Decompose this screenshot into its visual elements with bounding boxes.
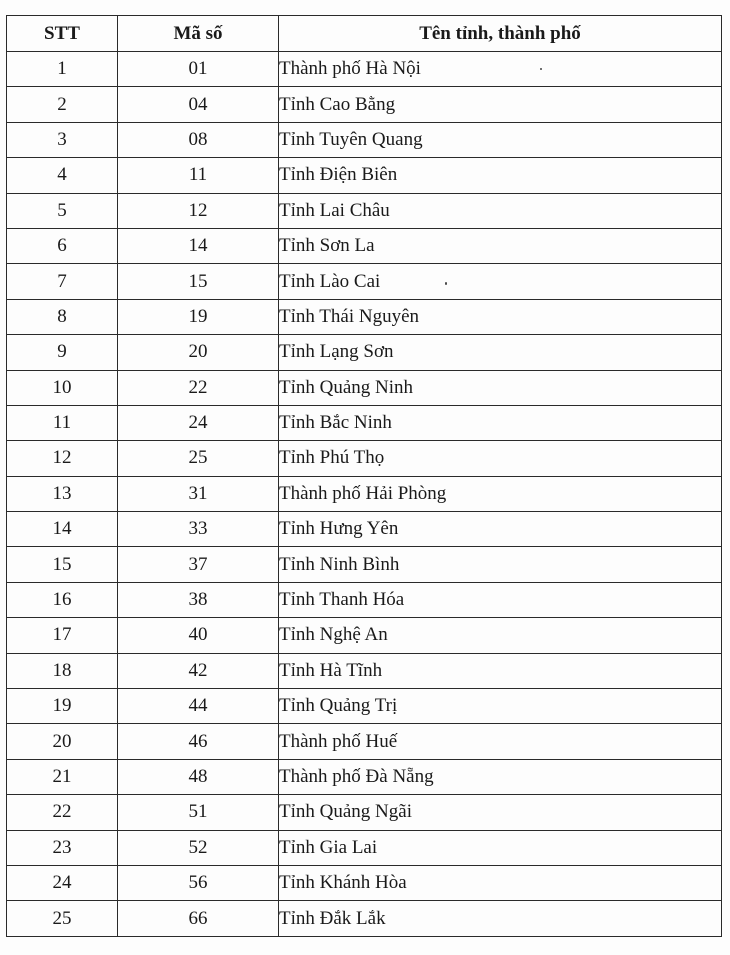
province-code-table xyxy=(6,15,722,937)
row-name: Tỉnh Lào Cai xyxy=(279,264,722,299)
row-code: 48 xyxy=(118,759,279,794)
table-row xyxy=(7,193,722,228)
table-row xyxy=(7,335,722,370)
row-code: 19 xyxy=(118,299,279,334)
table-row xyxy=(7,476,722,511)
row-stt: 9 xyxy=(7,335,118,370)
row-stt: 3 xyxy=(7,122,118,157)
row-name: Tỉnh Hà Tĩnh xyxy=(279,653,722,688)
table-row xyxy=(7,724,722,759)
table-row xyxy=(7,618,722,653)
row-name: Tỉnh Hưng Yên xyxy=(279,512,722,547)
table-row xyxy=(7,405,722,440)
row-code: 04 xyxy=(118,87,279,122)
row-stt: 14 xyxy=(7,512,118,547)
row-stt: 21 xyxy=(7,759,118,794)
row-name: Thành phố Huế xyxy=(279,724,722,759)
row-name: Tỉnh Khánh Hòa xyxy=(279,865,722,900)
row-code: 37 xyxy=(118,547,279,582)
row-code: 40 xyxy=(118,618,279,653)
table-row xyxy=(7,759,722,794)
table-row xyxy=(7,547,722,582)
row-code: 56 xyxy=(118,865,279,900)
row-stt: 22 xyxy=(7,795,118,830)
row-code: 44 xyxy=(118,689,279,724)
row-name: Tỉnh Thanh Hóa xyxy=(279,582,722,617)
table-row xyxy=(7,830,722,865)
row-name: Tỉnh Lạng Sơn xyxy=(279,335,722,370)
row-code: 15 xyxy=(118,264,279,299)
row-name: Thành phố Đà Nẵng xyxy=(279,759,722,794)
table-row xyxy=(7,158,722,193)
row-name: Tỉnh Quảng Trị xyxy=(279,689,722,724)
row-stt: 20 xyxy=(7,724,118,759)
row-stt: 1 xyxy=(7,52,118,87)
header-code: Mã số xyxy=(118,16,279,52)
row-name: Tỉnh Gia Lai xyxy=(279,830,722,865)
header-stt: STT xyxy=(7,16,118,52)
row-name: Tỉnh Đắk Lắk xyxy=(279,901,722,936)
table-row xyxy=(7,370,722,405)
table-row xyxy=(7,122,722,157)
row-code: 12 xyxy=(118,193,279,228)
row-code: 51 xyxy=(118,795,279,830)
table-header-row xyxy=(7,16,722,52)
row-code: 42 xyxy=(118,653,279,688)
row-stt: 11 xyxy=(7,405,118,440)
row-stt: 6 xyxy=(7,228,118,263)
table-body xyxy=(7,52,722,937)
row-name: Tỉnh Sơn La xyxy=(279,228,722,263)
row-code: 46 xyxy=(118,724,279,759)
row-stt: 10 xyxy=(7,370,118,405)
row-stt: 13 xyxy=(7,476,118,511)
table-row xyxy=(7,441,722,476)
row-code: 08 xyxy=(118,122,279,157)
row-name: Tỉnh Quảng Ngãi xyxy=(279,795,722,830)
table-row xyxy=(7,653,722,688)
row-code: 31 xyxy=(118,476,279,511)
row-name: Tỉnh Lai Châu xyxy=(279,193,722,228)
row-stt: 4 xyxy=(7,158,118,193)
row-name: Tỉnh Cao Bằng xyxy=(279,87,722,122)
table-row xyxy=(7,228,722,263)
header-name: Tên tỉnh, thành phố xyxy=(279,16,722,52)
row-code: 14 xyxy=(118,228,279,263)
row-name: Tỉnh Bắc Ninh xyxy=(279,405,722,440)
table-row xyxy=(7,299,722,334)
table-row xyxy=(7,582,722,617)
table-row xyxy=(7,901,722,936)
row-stt: 7 xyxy=(7,264,118,299)
row-name: Thành phố Hải Phòng xyxy=(279,476,722,511)
table-row xyxy=(7,689,722,724)
row-stt: 15 xyxy=(7,547,118,582)
row-code: 25 xyxy=(118,441,279,476)
row-stt: 25 xyxy=(7,901,118,936)
row-code: 33 xyxy=(118,512,279,547)
row-stt: 16 xyxy=(7,582,118,617)
row-code: 22 xyxy=(118,370,279,405)
scan-speck xyxy=(445,282,447,285)
row-code: 52 xyxy=(118,830,279,865)
row-code: 66 xyxy=(118,901,279,936)
table-row xyxy=(7,865,722,900)
row-name: Tỉnh Ninh Bình xyxy=(279,547,722,582)
row-stt: 24 xyxy=(7,865,118,900)
row-code: 20 xyxy=(118,335,279,370)
row-stt: 8 xyxy=(7,299,118,334)
row-stt: 19 xyxy=(7,689,118,724)
table-row xyxy=(7,52,722,87)
row-name: Tỉnh Tuyên Quang xyxy=(279,122,722,157)
row-stt: 23 xyxy=(7,830,118,865)
row-name: Tỉnh Thái Nguyên xyxy=(279,299,722,334)
row-code: 01 xyxy=(118,52,279,87)
row-name: Tỉnh Nghệ An xyxy=(279,618,722,653)
scan-speck xyxy=(540,68,542,70)
row-name: Tỉnh Quảng Ninh xyxy=(279,370,722,405)
table-row xyxy=(7,795,722,830)
row-stt: 12 xyxy=(7,441,118,476)
row-stt: 2 xyxy=(7,87,118,122)
table-row xyxy=(7,512,722,547)
table-row xyxy=(7,264,722,299)
row-code: 11 xyxy=(118,158,279,193)
row-name: Tỉnh Phú Thọ xyxy=(279,441,722,476)
row-stt: 17 xyxy=(7,618,118,653)
row-code: 24 xyxy=(118,405,279,440)
row-stt: 18 xyxy=(7,653,118,688)
row-code: 38 xyxy=(118,582,279,617)
table-row xyxy=(7,87,722,122)
row-name: Tỉnh Điện Biên xyxy=(279,158,722,193)
row-stt: 5 xyxy=(7,193,118,228)
row-name: Thành phố Hà Nội xyxy=(279,52,722,87)
